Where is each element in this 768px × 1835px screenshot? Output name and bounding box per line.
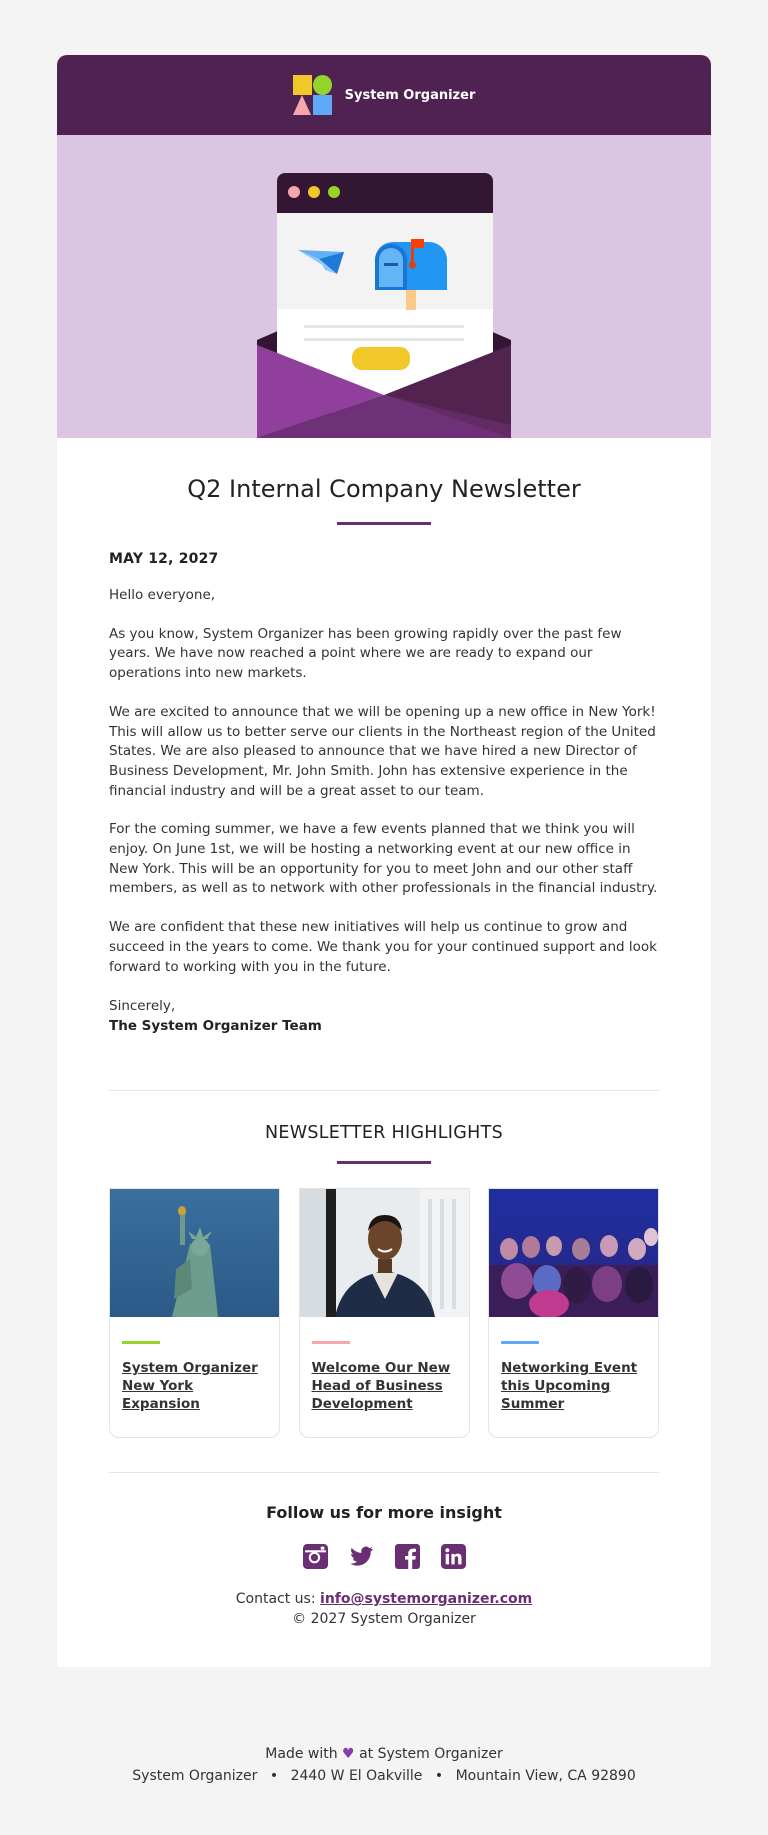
- card-accent-bar: [122, 1341, 160, 1344]
- contact-block: [109, 1589, 659, 1629]
- highlights-divider: [337, 1161, 431, 1164]
- footer-divider: [109, 1472, 659, 1473]
- company-name: System Organizer: [132, 1768, 258, 1784]
- heart-icon: ♥: [342, 1746, 355, 1762]
- highlight-card[interactable]: [109, 1188, 280, 1438]
- main-content: [57, 438, 711, 1667]
- card-title-link[interactable]: System Organizer New York Expansion: [122, 1360, 258, 1413]
- separator-dot: •: [434, 1768, 444, 1784]
- title-divider: [337, 522, 431, 525]
- card-title-link[interactable]: Networking Event this Upcoming Summer: [501, 1360, 638, 1413]
- made-with-suffix: at System Organizer: [359, 1746, 503, 1762]
- brand-name: System Organizer: [344, 87, 476, 103]
- body-paragraph: For the coming summer, we have a few events planned that we think you will enjoy. On June 1st, we will be hosting a networking event at our new office in New York. This will be an opportunity for you to meet John and our other staff members, as well as to network with other professionals in the financial industry.: [109, 821, 658, 897]
- greeting: Hello everyone,: [109, 587, 216, 603]
- new-hire-portrait-image[interactable]: [300, 1189, 469, 1317]
- instagram-icon[interactable]: [303, 1544, 328, 1569]
- card-accent-bar: [501, 1341, 539, 1344]
- made-with-prefix: Made with: [265, 1746, 338, 1762]
- signature: The System Organizer Team: [109, 1018, 322, 1035]
- city-state-zip: Mountain View, CA 92890: [455, 1768, 636, 1784]
- section-divider: [109, 1090, 659, 1091]
- highlight-card[interactable]: [488, 1188, 659, 1438]
- address-line: [0, 1765, 768, 1787]
- card-title-link[interactable]: Welcome Our New Head of Business Development: [311, 1360, 451, 1413]
- contact-email-link[interactable]: info@systemorganizer.com: [320, 1591, 533, 1608]
- highlight-card[interactable]: [299, 1188, 470, 1438]
- copyright: © 2027 System Organizer: [292, 1611, 476, 1628]
- twitter-icon[interactable]: [349, 1544, 374, 1569]
- signoff-block: [109, 996, 659, 1036]
- facebook-icon[interactable]: [395, 1544, 420, 1569]
- card-accent-bar: [312, 1341, 350, 1344]
- body-paragraph: We are confident that these new initiatives will help us continue to grow and succeed in the years to come. We thank you for your continued support and look forward to working with you in the future.: [109, 919, 657, 975]
- newsletter-date: MAY 12, 2027: [109, 551, 219, 567]
- body-paragraph: We are excited to announce that we will be opening up a new office in New York! This will allow us to better serve our clients in the Northeast region of the United States. We are also pleased to announce that we have hired a new Director of Business Development, Mr. John Smith. John has extensive experience in the financial industry and will be a great asset to our team.: [109, 703, 656, 799]
- made-with-line: [0, 1743, 768, 1765]
- follow-title: Follow us for more insight: [266, 1503, 502, 1523]
- logo-icon: [293, 75, 333, 115]
- newsletter-container: [57, 55, 711, 1667]
- separator-dot: •: [269, 1768, 279, 1784]
- street-address: 2440 W El Oakville: [290, 1768, 423, 1784]
- social-links: [109, 1544, 659, 1569]
- linkedin-icon[interactable]: [441, 1544, 466, 1569]
- body-paragraph: As you know, System Organizer has been growing rapidly over the past few years. We have now reached a point where we are ready to expand our operations into new markets.: [109, 625, 622, 682]
- hero-illustration: [57, 135, 711, 438]
- bottom-footer: [0, 1743, 768, 1787]
- signoff: Sincerely,: [109, 998, 176, 1015]
- page-title: Q2 Internal Company Newsletter: [187, 475, 581, 503]
- highlights-cards: [109, 1188, 659, 1438]
- networking-audience-image[interactable]: [489, 1189, 658, 1317]
- highlights-title: NEWSLETTER HIGHLIGHTS: [265, 1123, 503, 1144]
- header: [57, 55, 711, 135]
- envelope-mailbox-illustration-icon: [57, 135, 711, 438]
- contact-label: Contact us:: [235, 1591, 316, 1608]
- statue-of-liberty-image[interactable]: [110, 1189, 279, 1317]
